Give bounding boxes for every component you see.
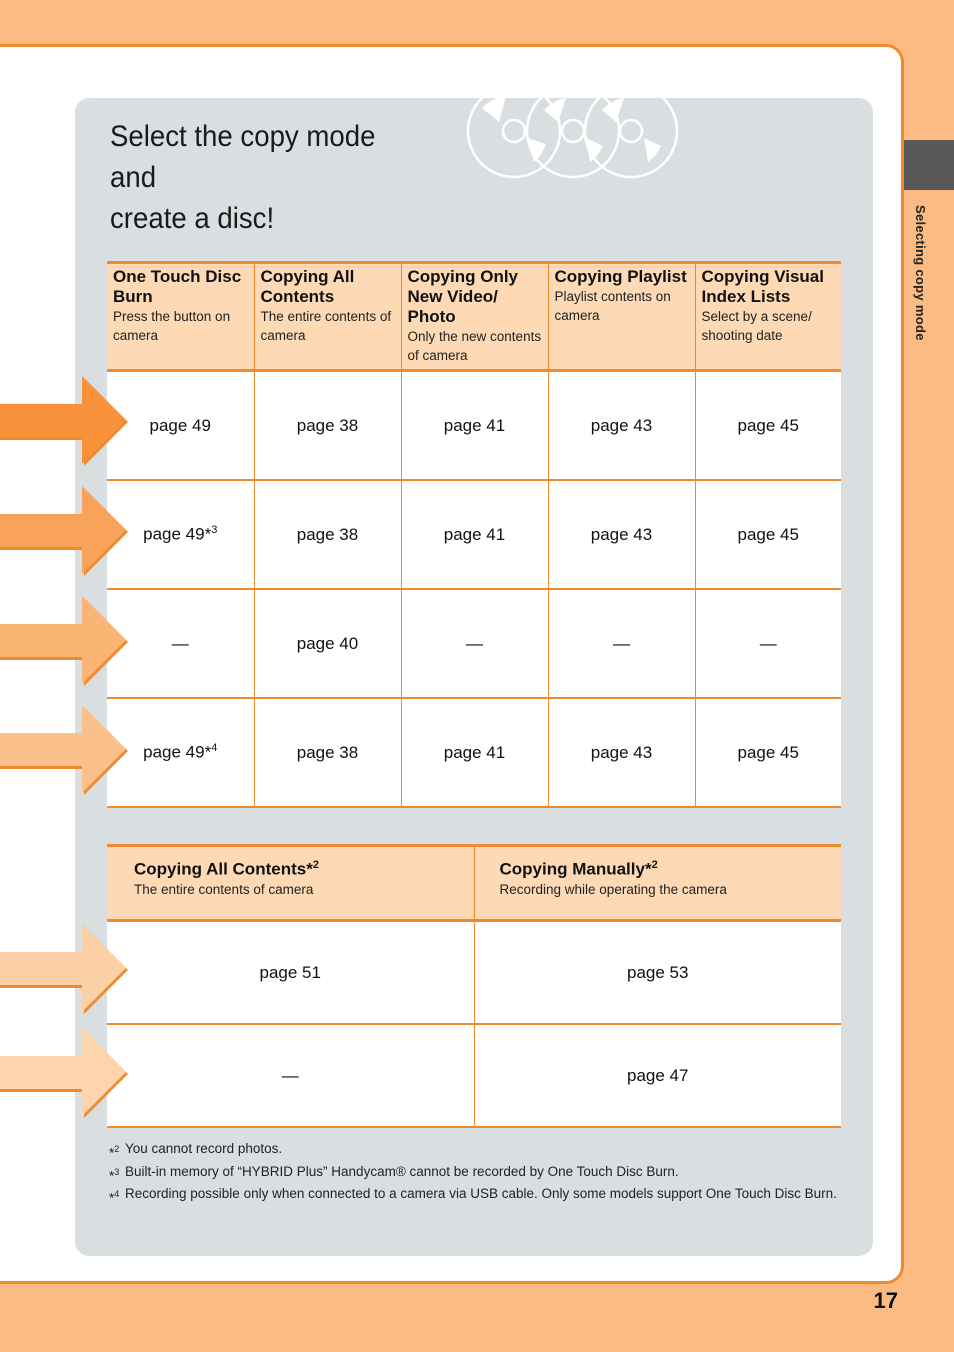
page-reference-text: page 43 (590, 742, 653, 762)
page-reference (548, 371, 695, 481)
footnote-marker (109, 1185, 125, 1208)
page-reference (548, 480, 695, 589)
footnote-number: 2 (114, 1144, 120, 1154)
page-reference (401, 698, 548, 807)
page-reference-text: page 51 (259, 962, 321, 982)
page-reference-text: page 49* (143, 742, 212, 762)
column-description: Only the new contents of camera (407, 329, 542, 363)
footnote-marker (109, 1140, 125, 1163)
footnote-mark: 2 (312, 859, 319, 871)
row-arrow-icon (0, 705, 132, 799)
footnote-mark: 3 (211, 524, 218, 537)
footnotes (109, 1140, 844, 1208)
footnote-mark: 2 (651, 859, 658, 871)
side-label: Selecting copy mode (913, 205, 928, 341)
page-reference (695, 371, 841, 481)
column-header (548, 263, 695, 371)
row-arrow-icon (0, 924, 132, 1018)
footnote (109, 1185, 844, 1208)
footnote-number: 4 (114, 1189, 120, 1199)
page-reference-text: page 40 (296, 633, 359, 653)
column-header (695, 263, 841, 371)
footnote (109, 1140, 844, 1163)
column-title (500, 855, 836, 880)
footnote-marker (109, 1163, 125, 1186)
table-row (107, 698, 841, 807)
page-reference-text: page 43 (590, 415, 653, 435)
page-reference (401, 371, 548, 481)
page-reference (254, 371, 401, 481)
page-reference-text: page 47 (627, 1065, 689, 1085)
copy-mode-table-2 (107, 844, 841, 1128)
column-title (134, 855, 468, 880)
column-header (107, 846, 474, 921)
footnote-asterisk: * (109, 1168, 115, 1183)
page-reference-text: — (171, 633, 189, 653)
row-arrow-icon (0, 1028, 132, 1122)
table-row (107, 371, 841, 481)
column-title: Copying Playlist (554, 267, 687, 286)
column-title-text: Copying Manually* (499, 859, 652, 879)
column-title: Copying Only New Video/ Photo (407, 267, 518, 326)
page-title (110, 116, 423, 239)
page-reference (548, 698, 695, 807)
column-description: Select by a scene/ shooting date (701, 309, 812, 343)
page-reference (695, 480, 841, 589)
column-description: Playlist contents on camera (554, 289, 671, 323)
column-title-text: Copying All Contents* (134, 859, 313, 879)
page-reference (474, 921, 841, 1025)
copy-mode-table (107, 261, 841, 808)
row-arrow-icon (0, 486, 132, 580)
footnote-text: Built-in memory of “HYBRID Plus” Handycam® cannot be recorded by One Touch Disc Burn. (125, 1163, 679, 1179)
footnote-number: 3 (114, 1166, 120, 1177)
page-reference-text: — (759, 633, 777, 653)
table-row (107, 589, 841, 698)
page-reference (695, 698, 841, 807)
page-reference-text: page 45 (737, 742, 799, 762)
column-header (474, 846, 841, 921)
page-reference-text: page 41 (443, 524, 506, 544)
column-description: The entire contents of camera (260, 309, 392, 343)
column-description: Press the button on camera (113, 309, 231, 343)
page-reference-text: page 45 (737, 524, 799, 544)
page-reference (254, 480, 401, 589)
page-reference-text: page 49* (143, 524, 212, 544)
table-row (107, 921, 841, 1025)
page-reference-text: — (281, 1065, 299, 1085)
page-reference-text: page 45 (737, 415, 799, 435)
column-title: Copying All Contents (260, 267, 355, 306)
page-reference (254, 698, 401, 807)
table-row (107, 1024, 841, 1127)
page-number: 17 (873, 1288, 898, 1313)
page-reference-text: page 41 (443, 742, 506, 762)
row-arrow-icon (0, 376, 132, 470)
row-arrow-icon (0, 596, 132, 690)
page-reference (254, 589, 401, 698)
column-description: The entire contents of camera (134, 881, 314, 897)
footnote-text: Recording possible only when connected to a camera via USB cable. Only some models support One Touch Disc Burn. (125, 1186, 837, 1201)
column-header (254, 263, 401, 371)
page-reference (695, 589, 841, 698)
page-reference (548, 589, 695, 698)
page-reference-text: page 49 (149, 415, 211, 435)
title-line-2: create a disc! (110, 202, 275, 235)
page-reference-text: page 53 (627, 962, 689, 982)
page-reference-text: page 38 (296, 742, 359, 762)
title-line-1: Select the copy mode and (110, 120, 376, 194)
page-reference-text: page 41 (443, 415, 506, 435)
column-title: Copying Visual Index Lists (701, 267, 824, 306)
page-reference (107, 921, 474, 1025)
column-description: Recording while operating the camera (499, 881, 727, 897)
page-reference (401, 589, 548, 698)
footnote-asterisk: * (109, 1145, 115, 1161)
footnote (109, 1163, 844, 1186)
footnote-asterisk: * (109, 1190, 115, 1206)
page-reference (474, 1024, 841, 1127)
table-row (107, 480, 841, 589)
column-header (107, 263, 254, 371)
page-reference-text: page 38 (296, 524, 359, 544)
column-header (401, 263, 548, 371)
page-reference-text: page 38 (296, 415, 359, 435)
footnote-text: You cannot record photos. (125, 1141, 283, 1156)
page-reference-text: — (466, 633, 483, 653)
footnote-mark: 4 (211, 742, 218, 755)
page-reference-text: page 43 (590, 524, 653, 544)
page-reference (107, 1024, 474, 1127)
section-tab (904, 140, 954, 190)
column-title: One Touch Disc Burn (113, 267, 242, 306)
discs-icon (466, 86, 686, 186)
page-reference-text: — (613, 633, 630, 653)
page-reference (401, 480, 548, 589)
